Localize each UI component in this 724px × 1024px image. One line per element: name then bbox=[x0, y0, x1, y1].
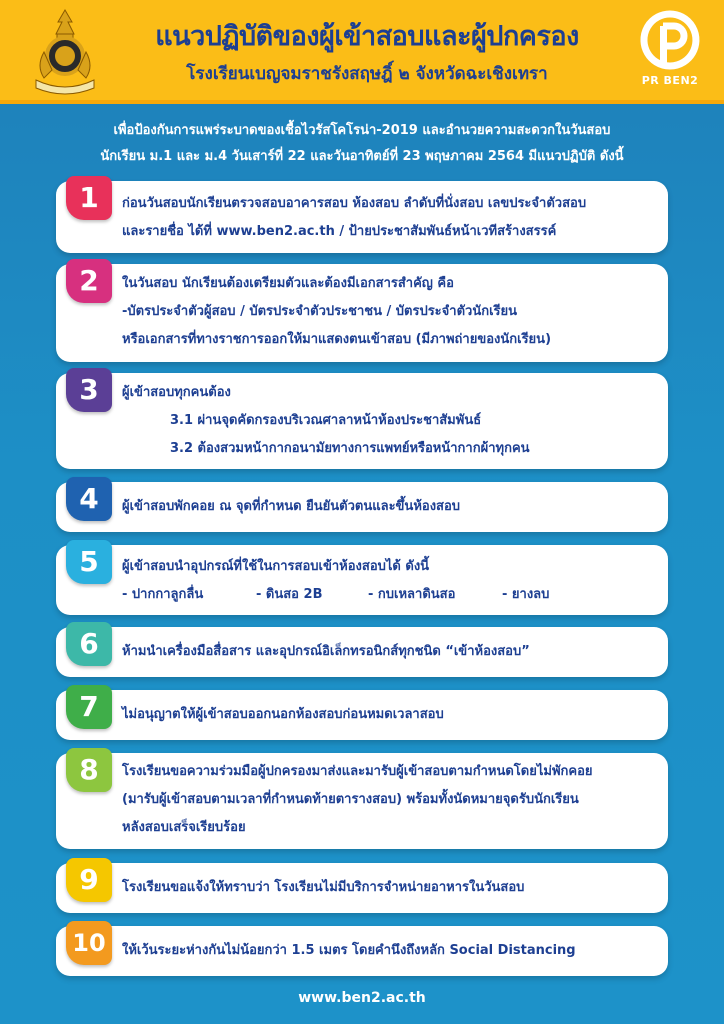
guideline-3-sub-2: 3.2 ต้องสวมหน้ากากอนามัยทางการแพทย์หรือหน้ากากผ้าทุกคน bbox=[170, 441, 530, 456]
guideline-number-4: 4 bbox=[66, 477, 112, 521]
guideline-number-3: 3 bbox=[66, 368, 112, 412]
guideline-text-5 bbox=[122, 553, 656, 609]
guideline-5-line-1: ผู้เข้าสอบนำอุปกรณ์ที่ใช้ในการสอบเข้าห้องสอบได้ ดังนี้ bbox=[122, 559, 430, 574]
intro-line-1: เพื่อป้องกันการแพร่ระบาดของเชื้อไวรัสโคโรน่า-2019 และอำนวยความสะดวกในวันสอบ bbox=[113, 123, 611, 138]
footer-url[interactable]: www.ben2.ac.th bbox=[298, 990, 426, 1006]
guideline-card-2 bbox=[56, 264, 668, 362]
guideline-text-1 bbox=[122, 190, 656, 246]
guideline-8-line-3: หลังสอบเสร็จเรียบร้อย bbox=[122, 820, 246, 835]
guideline-9-line-1: โรงเรียนขอแจ้งให้ทราบว่า โรงเรียนไม่มีบริการจำหน่ายอาหารในวันสอบ bbox=[122, 880, 525, 895]
brand-name: PR BEN2 bbox=[641, 74, 699, 87]
guideline-8-line-1: โรงเรียนขอความร่วมมือผู้ปกครองมาส่งและมารับผู้เข้าสอบตามกำหนดโดยไม่พักคอย bbox=[122, 764, 593, 779]
guideline-number-5: 5 bbox=[66, 540, 112, 584]
tool-pencil: - ดินสอ 2B bbox=[256, 587, 323, 602]
guideline-card-1 bbox=[56, 181, 668, 253]
guideline-text-2 bbox=[122, 270, 656, 354]
guideline-card-9 bbox=[56, 863, 668, 913]
guideline-1-line-2: และรายชื่อ ได้ที่ www.ben2.ac.th / ป้ายประชาสัมพันธ์หน้าเวทีสร้างสรรค์ bbox=[122, 224, 557, 239]
guideline-text-9 bbox=[122, 874, 656, 902]
guideline-card-7 bbox=[56, 690, 668, 740]
guideline-1-line-1: ก่อนวันสอบนักเรียนตรวจสอบอาคารสอบ ห้องสอบ ลำดับที่นั่งสอบ เลขประจำตัวสอบ bbox=[122, 196, 587, 211]
guideline-10-line-1: ให้เว้นระยะห่างกันไม่น้อยกว่า 1.5 เมตร โดยคำนึงถึงหลัก Social Distancing bbox=[122, 943, 576, 958]
guideline-3-line-1: ผู้เข้าสอบทุกคนต้อง bbox=[122, 385, 231, 400]
guideline-2-line-3: หรือเอกสารที่ทางราชการออกให้มาแสดงตนเข้าสอบ (มีภาพถ่ายของนักเรียน) bbox=[122, 332, 552, 347]
guideline-text-10 bbox=[122, 937, 656, 965]
guideline-6-line-1: ห้ามนำเครื่องมือสื่อสาร และอุปกรณ์อิเล็กทรอนิกส์ทุกชนิด “เข้าห้องสอบ” bbox=[122, 644, 530, 659]
guideline-number-2: 2 bbox=[66, 259, 112, 303]
guideline-text-7 bbox=[122, 701, 656, 729]
tool-pen: - ปากกาลูกลื่น bbox=[122, 587, 204, 602]
guideline-5-tools bbox=[122, 581, 656, 609]
guideline-2-line-2: -บัตรประจำตัวผู้สอบ / บัตรประจำตัวประชาชน / บัตรประจำตัวนักเรียน bbox=[122, 304, 518, 319]
page-subtitle: โรงเรียนเบญจมราชรังสฤษฎิ์ ๒ จังหวัดฉะเชิงเทรา bbox=[186, 64, 548, 84]
brand-logo bbox=[630, 10, 710, 94]
guideline-card-8 bbox=[56, 753, 668, 849]
guideline-card-10 bbox=[56, 926, 668, 976]
guideline-card-6 bbox=[56, 627, 668, 677]
intro-text bbox=[40, 118, 684, 170]
guideline-8-line-2: (มารับผู้เข้าสอบตามเวลาที่กำหนดท้ายตารางสอบ) พร้อมทั้งนัดหมายจุดรับนักเรียน bbox=[122, 792, 579, 807]
guideline-3-sub-1: 3.1 ผ่านจุดคัดกรองบริเวณศาลาหน้าห้องประชาสัมพันธ์ bbox=[170, 413, 482, 428]
page-title: แนวปฏิบัติของผู้เข้าสอบและผู้ปกครอง bbox=[155, 21, 579, 52]
guideline-number-10: 10 bbox=[66, 921, 112, 965]
guideline-card-3 bbox=[56, 373, 668, 469]
guideline-text-4 bbox=[122, 493, 656, 521]
guideline-number-9: 9 bbox=[66, 858, 112, 902]
guideline-number-8: 8 bbox=[66, 748, 112, 792]
guideline-text-3 bbox=[122, 379, 656, 463]
guideline-number-1: 1 bbox=[66, 176, 112, 220]
intro-line-2: นักเรียน ม.1 และ ม.4 วันเสาร์ที่ 22 และวันอาทิตย์ที่ 23 พฤษภาคม 2564 มีแนวปฏิบัติ ดังนี้ bbox=[100, 149, 624, 164]
school-emblem-icon bbox=[30, 6, 100, 96]
pr-logo-icon bbox=[630, 10, 710, 72]
guideline-text-6 bbox=[122, 638, 656, 666]
tool-sharpener: - กบเหลาดินสอ bbox=[368, 587, 456, 602]
guideline-7-line-1: ไม่อนุญาตให้ผู้เข้าสอบออกนอกห้องสอบก่อนหมดเวลาสอบ bbox=[122, 707, 444, 722]
guideline-number-7: 7 bbox=[66, 685, 112, 729]
header-banner bbox=[0, 0, 724, 104]
guideline-number-6: 6 bbox=[66, 622, 112, 666]
guideline-card-5 bbox=[56, 545, 668, 615]
guideline-2-line-1: ในวันสอบ นักเรียนต้องเตรียมตัวและต้องมีเอกสารสำคัญ คือ bbox=[122, 276, 454, 291]
guideline-text-8 bbox=[122, 758, 656, 842]
tool-eraser: - ยางลบ bbox=[502, 587, 550, 602]
guideline-4-line-1: ผู้เข้าสอบพักคอย ณ จุดที่กำหนด ยืนยันตัวตนและขึ้นห้องสอบ bbox=[122, 499, 461, 514]
guideline-card-4 bbox=[56, 482, 668, 532]
